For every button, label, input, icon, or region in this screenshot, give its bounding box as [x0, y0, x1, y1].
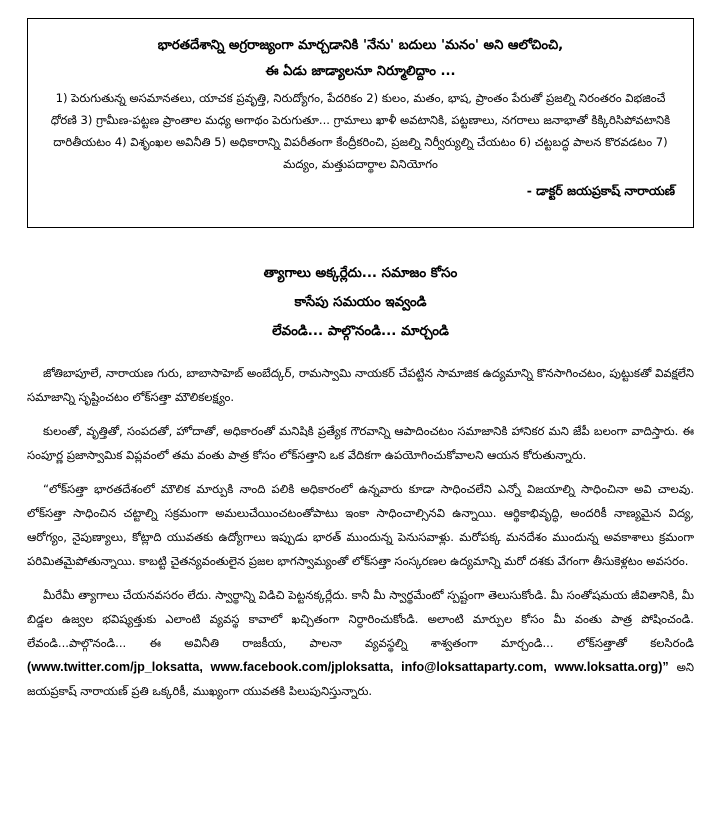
quote-box — [27, 18, 694, 228]
heading-line-2: కాసేపు సమయం ఇవ్వండి — [294, 295, 427, 310]
article-body — [27, 361, 694, 713]
contact-links[interactable]: (www.twitter.com/jp_loksatta, www.facebook.com/jploksatta, info@loksattaparty.com, www.loksatta.org)” — [27, 660, 669, 674]
heading-line-3: లేవండి... పాల్గొనండి... మార్చండి — [272, 324, 449, 339]
paragraph-4 — [27, 583, 694, 703]
heading-line-1: త్యాగాలు అక్కర్లేదు... సమాజం కోసం — [263, 266, 458, 281]
paragraph-3: “లోక్‌సత్తా భారతదేశంలో మౌలిక మార్పుకి నాంది పలికి అధికారంలో ఉన్నవారు కూడా సాధించలేని ఎన్నో విజయాల్ని సాధించినా అవి చాలవు. లోక్‌సత్తా సాధించిన చట్టాల్ని సక్రమంగా అమలుచేయించటంతోపాటు ఇంకా సాధించాల్సినవి ఉన్నాయి. ఆర్థికాభివృద్ధి, అందరికీ నాణ్యమైన విద్య, ఆరోగ్యం, నైపుణ్యాలు, కోట్లాది యువతకు ఉద్యోగాలు ఇప్పుడు భారత్ ముందున్న పెనుసవాళ్లు. మరోపక్క మనదేశం ముందున్న అవకాశాలు క్రమంగా పరిమితమైపోతున్నాయి. కాబట్టి చైతన్యవంతులైన ప్రజల భాగస్వామ్యంతో లోక్‌సత్తా సంస్కరణల ఉద్యమాన్ని మరో దశకు వేగంగా తీసుకెళ్లటం అవసరం. — [27, 482, 694, 568]
paragraph-4-text-after: అని జయప్రకాష్ నారాయణ్ ప్రతి ఒక్కరికీ, ముఖ్యంగా యువతకి పిలుపునిస్తున్నారు. — [27, 660, 694, 698]
quote-author: - డాక్టర్ జయప్రకాష్ నారాయణ్ — [526, 183, 675, 198]
paragraph-1: జోతిబాపూలే, నారాయణ గురు, బాబాసాహెబ్ అంబేద్కర్, రామస్వామి నాయకర్ చేపట్టిన సామాజిక ఉద్యమాన్ని కొనసాగించటం, పుట్టుకతో వివక్షలేని సమాజాన్ని సృష్టించటం లోక్‌సత్తా మౌలికలక్ష్యం. — [27, 366, 694, 404]
quote-title-line-2: ఈ ఏడు జాడ్యాలనూ నిర్మూలిద్దాం ... — [265, 64, 456, 79]
paragraph-2: కులంతో, వృత్తితో, సంపదతో, హోదాతో, అధికారంతో మనిషికి ప్రత్యేక గౌరవాన్ని ఆపాదించటం సమాజానికి హానికర మని జేపీ బలంగా వాదిస్తారు. ఈ సంపూర్ణ ప్రజాస్వామిక విప్లవంలో తమ వంతు పాత్ర కోసం లోక్‌సత్తాని ఒక వేదికగా ఉపయోగించుకోవాలని ఆయన కోరుతున్నారు. — [27, 424, 694, 462]
quote-body: 1) పెరుగుతున్న అసమానతలు, యాచక ప్రవృత్తి, నిరుద్యోగం, పేదరికం 2) కులం, మతం, భాష, ప్రాంతం పేరుతో ప్రజల్ని నిరంతరం విభజించే ధోరణి 3) గ్రామీణ-పట్టణ ప్రాంతాల మధ్య అగాథం పెరుగుతూ... గ్రామాలు ఖాళీ అవటానికి, పట్టణాలు, నగరాలు జనాభాతో కిక్కిరిసిపోవటానికి దారితీయటం 4) విశృంఖల అవినీతి 5) అధికారాన్ని విపరీతంగా కేంద్రీకరించి, ప్రజల్ని నిర్వీర్యుల్ని చేయటం 6) చట్టబద్ధ పాలన కొరవడటం 7) మద్యం, మత్తుపదార్థాల వినియోగం — [50, 91, 671, 171]
quote-title-line-1: భారతదేశాన్ని అగ్రరాజ్యంగా మార్చడానికి 'నేను' బదులు 'మనం' అని ఆలోచించి, — [157, 38, 564, 53]
paragraph-4-text-before: మీరేమీ త్యాగాలు చేయనవసరం లేదు. స్వార్థాన్ని విడిచి పెట్టనక్కర్లేదు. కానీ మీ స్వార్థమేంటో స్పష్టంగా తెలుసుకోండి. మీ సంతోషమయ జీవితానికి, మీ బిడ్డల ఉజ్వల భవిష్యత్తుకు ఎలాంటి వ్యవస్థ కావాలో ఖచ్చితంగా నిర్ధారించుకోండి. అలాంటి మార్పుల కోసం మీ వంతు పాత్ర పోషించండి. లేవండి...పాల్గొనండి... ఈ అవినీతి రాజకీయ, పాలనా వ్యవస్థల్ని శాశ్వతంగా మార్చండి... లోక్‌సత్తాతో కలసిరండి — [27, 588, 694, 650]
section-headings — [27, 259, 694, 346]
